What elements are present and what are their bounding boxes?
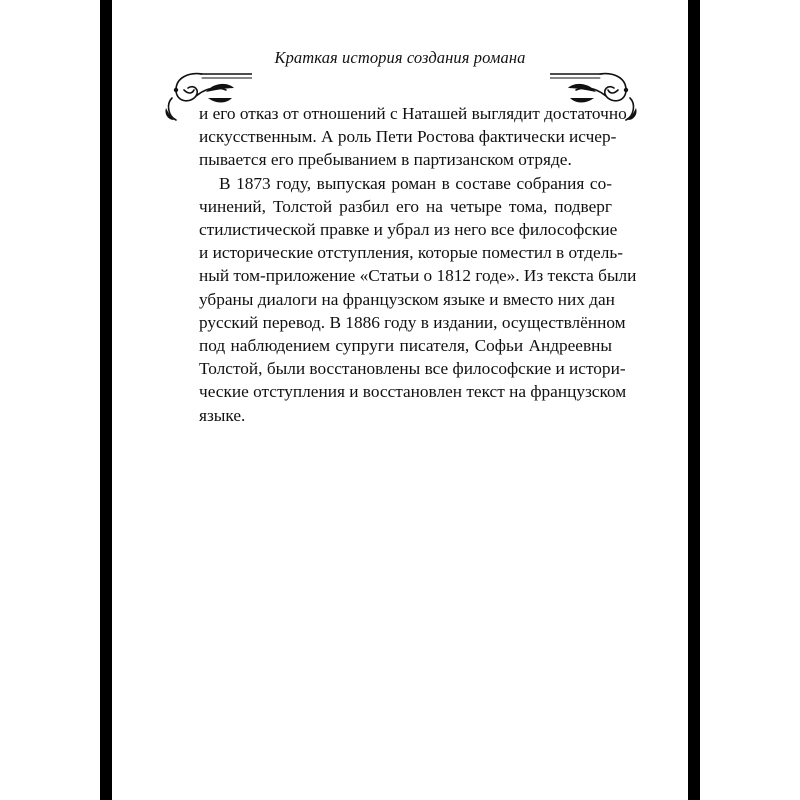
text-line: Толстой, были восстановлены все философские и истори- [199, 359, 626, 379]
text-line: под наблюдением супруги писателя, Софьи Андреевны [199, 336, 612, 356]
left-black-border [100, 0, 112, 800]
text-line: В 1873 году, выпуская роман в составе собрания со- [219, 173, 612, 193]
text-line: чинений, Толстой разбил его на четыре тома, подверг [199, 196, 612, 216]
paragraph [199, 172, 637, 427]
book-page [112, 0, 688, 800]
right-black-border [688, 0, 700, 800]
text-line: искусственным. А роль Пети Ростова фактически исчер- [199, 127, 617, 147]
text-line: и исторические отступления, которые поместил в отдель- [199, 243, 623, 263]
text-line: ческие отступления и восстановлен текст на французском [199, 382, 627, 402]
text-line: пывается его пребыванием в партизанском отряде. [199, 150, 572, 170]
text-line: стилистической правке и убрал из него все философские [199, 220, 618, 240]
text-line: русский перевод. В 1886 году в издании, осуществлённом [199, 312, 626, 332]
body-text [199, 102, 637, 427]
text-line: и его отказ от отношений с Наташей выглядит достаточно [199, 104, 627, 123]
text-line: убраны диалоги на французском языке и вместо них дан [199, 289, 615, 309]
running-header: Краткая история создания романа [274, 48, 526, 67]
paragraph [199, 102, 627, 172]
text-line: ный том-приложение «Статьи о 1812 годе». Из текста были [199, 266, 637, 286]
text-line: языке. [199, 405, 246, 425]
